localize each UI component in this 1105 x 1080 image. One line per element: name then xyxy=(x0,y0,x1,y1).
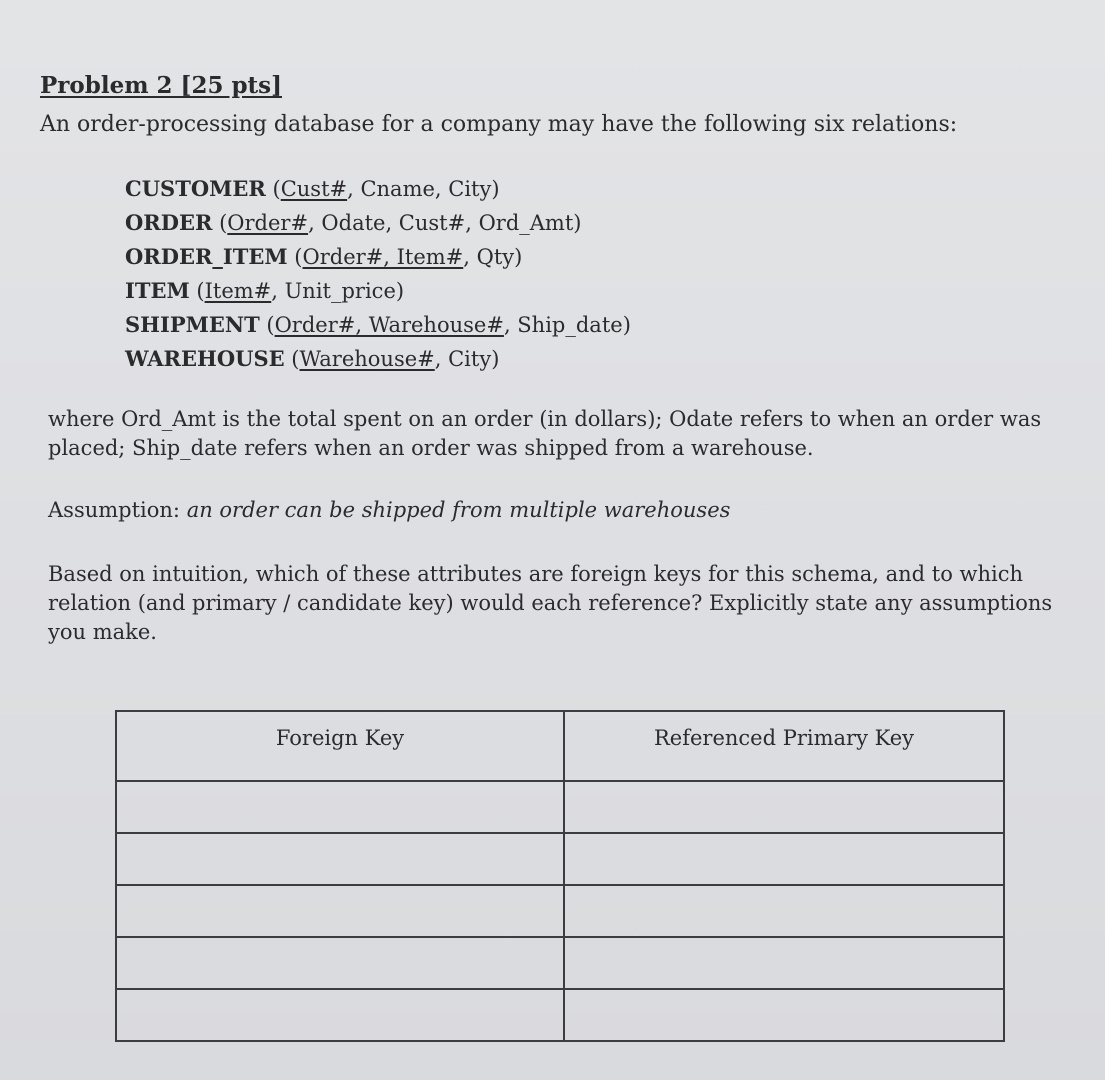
foreign-key-cell[interactable] xyxy=(116,937,564,989)
relation-open: ( xyxy=(259,313,275,337)
relation-name: WAREHOUSE xyxy=(125,346,285,371)
relation-name: SHIPMENT xyxy=(125,312,260,337)
foreign-key-cell[interactable] xyxy=(116,781,564,833)
relation-attributes: , Unit_price) xyxy=(271,279,405,303)
assumption-text: an order can be shipped from multiple warehouses xyxy=(186,498,731,522)
primary-key: Order#, Item# xyxy=(302,245,464,269)
table-row xyxy=(116,989,1004,1041)
problem-title: Problem 2 [25 pts] xyxy=(40,72,282,99)
primary-key: Cust# xyxy=(280,177,348,201)
attribute-notes: where Ord_Amt is the total spent on an order (in dollars); Odate refers to when an order was placed; Ship_date refers when an order was shipped from a warehouse. xyxy=(48,407,1042,460)
referenced-key-cell[interactable] xyxy=(564,781,1004,833)
foreign-key-cell[interactable] xyxy=(116,833,564,885)
primary-key: Warehouse# xyxy=(299,347,435,371)
relation-open: ( xyxy=(189,279,205,303)
relation-list xyxy=(125,172,631,376)
primary-key: Item# xyxy=(204,279,272,303)
relation-warehouse xyxy=(125,342,631,376)
foreign-key-cell[interactable] xyxy=(116,885,564,937)
relation-open: ( xyxy=(284,347,300,371)
table-row xyxy=(116,781,1004,833)
relation-name: ORDER xyxy=(125,210,213,235)
relation-item xyxy=(125,274,631,308)
relation-order xyxy=(125,206,631,240)
assumption-label: Assumption: xyxy=(48,498,187,522)
referenced-key-cell[interactable] xyxy=(564,989,1004,1041)
referenced-key-cell[interactable] xyxy=(564,937,1004,989)
table-header-row xyxy=(116,711,1004,781)
question-text: Based on intuition, which of these attributes are foreign keys for this schema, and to which relation (and primary / candidate key) would each reference? Explicitly state any assumptions you make. xyxy=(48,562,1053,644)
relation-open: ( xyxy=(287,245,303,269)
referenced-key-cell[interactable] xyxy=(564,885,1004,937)
relation-name: ORDER_ITEM xyxy=(125,244,288,269)
relation-name: CUSTOMER xyxy=(125,176,266,201)
table-row xyxy=(116,937,1004,989)
relation-name: ITEM xyxy=(125,278,190,303)
relation-open: ( xyxy=(212,211,228,235)
relation-shipment xyxy=(125,308,631,342)
relation-open: ( xyxy=(265,177,281,201)
relation-customer xyxy=(125,172,631,206)
table-row xyxy=(116,833,1004,885)
primary-key: Order# xyxy=(227,211,309,235)
relation-attributes: , City) xyxy=(434,347,500,371)
header-foreign-key: Foreign Key xyxy=(116,711,564,781)
problem-intro: An order-processing database for a company may have the following six relations: xyxy=(40,112,958,137)
relation-attributes: , Cname, City) xyxy=(347,177,500,201)
relation-attributes: , Qty) xyxy=(463,245,523,269)
foreign-key-cell[interactable] xyxy=(116,989,564,1041)
answer-table xyxy=(115,710,1005,1042)
table-row xyxy=(116,885,1004,937)
relation-attributes: , Odate, Cust#, Ord_Amt) xyxy=(308,211,582,235)
primary-key: Order#, Warehouse# xyxy=(274,313,504,337)
assumption-note xyxy=(48,496,1068,525)
relation-attributes: , Ship_date) xyxy=(503,313,631,337)
referenced-key-cell[interactable] xyxy=(564,833,1004,885)
header-referenced-primary-key: Referenced Primary Key xyxy=(564,711,1004,781)
relation-order-item xyxy=(125,240,631,274)
